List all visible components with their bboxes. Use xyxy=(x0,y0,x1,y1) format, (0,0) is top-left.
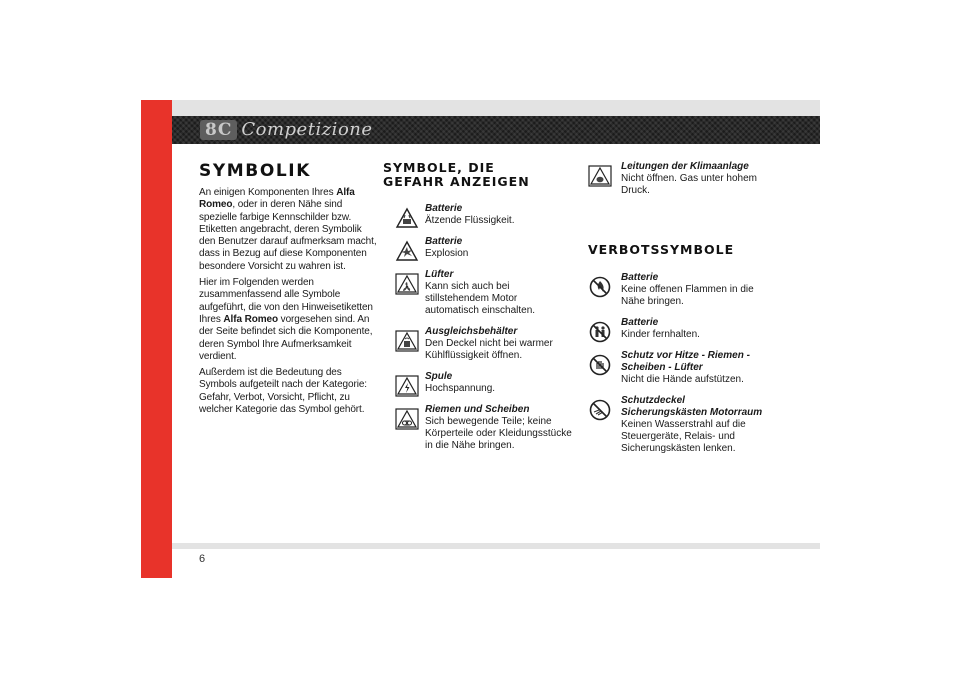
no-water-jet-icon xyxy=(588,399,612,421)
logo-script: Competizione xyxy=(241,119,373,140)
danger-item: Batterie Ätzende Flüssigkeit. xyxy=(383,203,573,227)
danger-item: Riemen und Scheiben Sich bewegende Teile; keine Körperteile oder Kleidungsstücke in die Nähe bringen. xyxy=(383,404,573,452)
right-column xyxy=(588,161,763,455)
logo-mark: 8C xyxy=(200,120,237,140)
bottom-gray-strip xyxy=(172,543,820,549)
prohibition-section-title: VERBOTSSYMBOLE xyxy=(588,242,735,257)
danger-section-title: SYMBOLE, DIE GEFAHR ANZEIGEN xyxy=(383,160,530,189)
no-hands-icon xyxy=(588,354,612,376)
no-flames-icon xyxy=(588,276,612,298)
page-title: SYMBOLIK xyxy=(199,161,312,181)
danger-item: Spule Hochspannung. xyxy=(383,371,573,395)
fan-warning-icon xyxy=(395,273,419,295)
danger-item: Lüfter Kann sich auch bei stillstehendem Motor automatisch einschalten. xyxy=(383,269,573,317)
page-number: 6 xyxy=(199,553,206,565)
ac-lines-warning-icon xyxy=(588,165,612,187)
intro-column xyxy=(199,161,379,420)
expansion-tank-warning-icon xyxy=(395,330,419,352)
danger-item: Ausgleichsbehälter Den Deckel nicht bei warmer Kühlflüssigkeit öffnen. xyxy=(383,326,573,362)
top-gray-strip xyxy=(172,100,820,116)
intro-paragraph-2: Hier im Folgenden werden zusammenfassend alle Symbole aufgeführt, die von den Hinweisetiketten Ihres Alfa Romeo vorgesehen sind. An der Seite befindet sich die Komponente, deren Symbol Ihre Aufmerksamkeit verdient. xyxy=(199,277,373,362)
intro-paragraph-1: An einigen Komponenten Ihres Alfa Romeo, oder in deren Nähe sind spezielle farbige Kennschilder bzw. Etiketten angebracht, deren Symbolik den Benutzer darauf aufmerksam macht, dass in Bezug auf diese Komponenten besondere Vorsicht zu wahren ist. xyxy=(199,187,377,272)
danger-item: Leitungen der Klimaanlage Nicht öffnen. Gas unter hohem Druck. xyxy=(588,161,763,197)
header-band xyxy=(172,116,820,144)
brand-name: Alfa Romeo xyxy=(223,313,278,325)
prohibition-item: Schutzdeckel Sicherungskästen Motorraum Keinen Wasserstrahl auf die Steuergeräte, Relais- und Sicherungskästen lenken. xyxy=(588,395,763,455)
intro-paragraph-3: Außerdem ist die Bedeutung des Symbols aufgeteilt nach der Kategorie: Gefahr, Verbot, Vorsicht, Pflicht, zu welcher Kategorie das Symbol gehört. xyxy=(199,367,367,416)
no-children-icon xyxy=(588,321,612,343)
danger-symbols-column xyxy=(383,161,573,452)
belt-pulley-warning-icon xyxy=(395,408,419,430)
prohibition-item: Batterie Kinder fernhalten. xyxy=(588,317,763,341)
red-side-bar xyxy=(141,100,172,578)
battery-corrosive-warning-icon xyxy=(395,207,419,229)
danger-item: Batterie Explosion xyxy=(383,236,573,260)
prohibition-item: Schutz vor Hitze - Riemen - Scheiben - Lüfter Nicht die Hände aufstützen. xyxy=(588,350,763,386)
battery-explosion-warning-icon xyxy=(395,240,419,262)
brand-name: Alfa Romeo xyxy=(199,187,355,211)
logo xyxy=(200,119,373,141)
high-voltage-warning-icon xyxy=(395,375,419,397)
prohibition-item: Batterie Keine offenen Flammen in die Nähe bringen. xyxy=(588,272,763,308)
